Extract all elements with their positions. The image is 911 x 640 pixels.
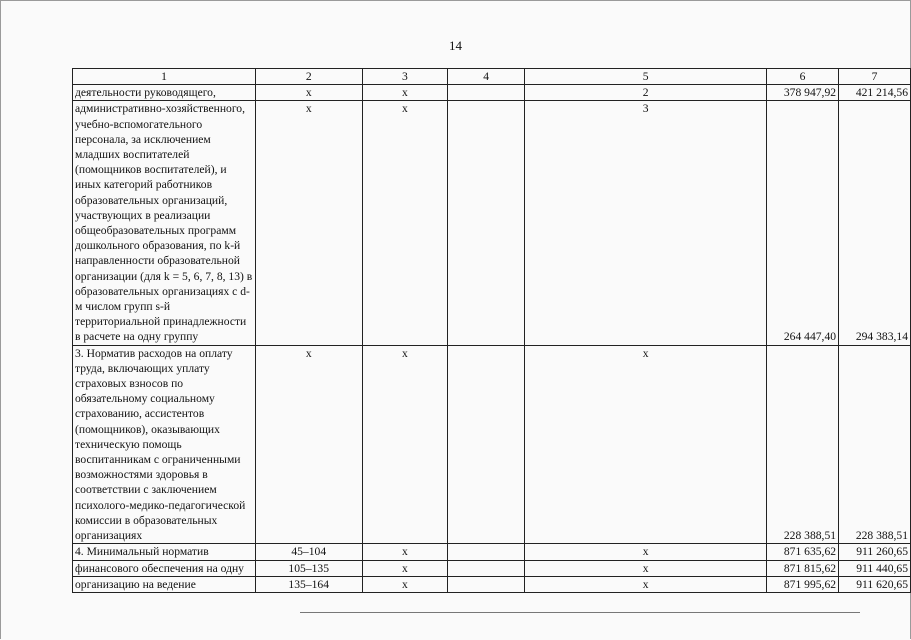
header-cell: 4 [448, 69, 525, 85]
value-cell: 228 388,51 [767, 345, 839, 544]
value-cell: 911 620,65 [839, 576, 911, 592]
table-cell: х [362, 345, 448, 544]
table-row [73, 560, 911, 576]
header-cell: 2 [255, 69, 362, 85]
table-cell: 2 [525, 85, 767, 101]
table-cell: х [525, 560, 767, 576]
table-cell: х [255, 345, 362, 544]
header-cell: 7 [839, 69, 911, 85]
table-row [73, 544, 911, 560]
table-cell: х [255, 101, 362, 345]
value-cell: 871 815,62 [767, 560, 839, 576]
value-cell: 911 260,65 [839, 544, 911, 560]
table-cell: х [362, 560, 448, 576]
table-cell: х [525, 544, 767, 560]
table-cell: х [255, 85, 362, 101]
table-row [73, 576, 911, 592]
bottom-rule [300, 612, 860, 613]
value-cell: 378 947,92 [767, 85, 839, 101]
value-cell: 871 995,62 [767, 576, 839, 592]
table-cell: х [362, 85, 448, 101]
budget-norms-table [72, 68, 911, 593]
table-cell: 105–135 [255, 560, 362, 576]
value-cell: 228 388,51 [839, 345, 911, 544]
description-cell: административно-хозяйственного, учебно-вспомогательного персонала, за исключением младших воспитателей (помощников воспитателей), и иных категорий работников образовательных организаций, участвующих в реализации общеобразовательных программ дошкольного образования, по k-й направленности образовательной организации (для k = 5, 6, 7, 8, 13) в образовательных организациях с d-м числом групп s-й территориальной принадлежности в расчете на одну группу [73, 101, 256, 345]
header-cell: 6 [767, 69, 839, 85]
table-cell [448, 85, 525, 101]
table-cell [448, 560, 525, 576]
description-cell: организацию на ведение [73, 576, 256, 592]
value-cell: 871 635,62 [767, 544, 839, 560]
header-cell: 5 [525, 69, 767, 85]
table-cell: х [525, 576, 767, 592]
header-cell: 3 [362, 69, 448, 85]
table-cell: х [362, 544, 448, 560]
page-number: 14 [449, 38, 462, 53]
value-cell: 421 214,56 [839, 85, 911, 101]
table-cell: х [362, 576, 448, 592]
table-row [73, 85, 911, 101]
table-cell: 45–104 [255, 544, 362, 560]
table-row [73, 345, 911, 544]
value-cell: 911 440,65 [839, 560, 911, 576]
value-cell: 264 447,40 [767, 101, 839, 345]
table-cell [448, 101, 525, 345]
table-row [73, 101, 911, 345]
table-cell [448, 345, 525, 544]
description-cell: 4. Минимальный норматив [73, 544, 256, 560]
table-cell: х [525, 345, 767, 544]
description-cell: деятельности руководящего, [73, 85, 256, 101]
value-cell: 294 383,14 [839, 101, 911, 345]
description-cell: 3. Норматив расходов на оплату труда, включающих уплату страховых взносов по обязательному социальному страхованию, ассистентов (помощников), оказывающих техническую помощь воспитанникам с ограниченными возможностями здоровья в соответствии с заключением психолого-медико-педагогической комиссии в образовательных организациях [73, 345, 256, 544]
table-cell [448, 576, 525, 592]
table-header-row [73, 69, 911, 85]
description-cell: финансового обеспечения на одну [73, 560, 256, 576]
table-cell: 3 [525, 101, 767, 345]
table-cell [448, 544, 525, 560]
header-cell: 1 [73, 69, 256, 85]
table-cell: х [362, 101, 448, 345]
table-cell: 135–164 [255, 576, 362, 592]
